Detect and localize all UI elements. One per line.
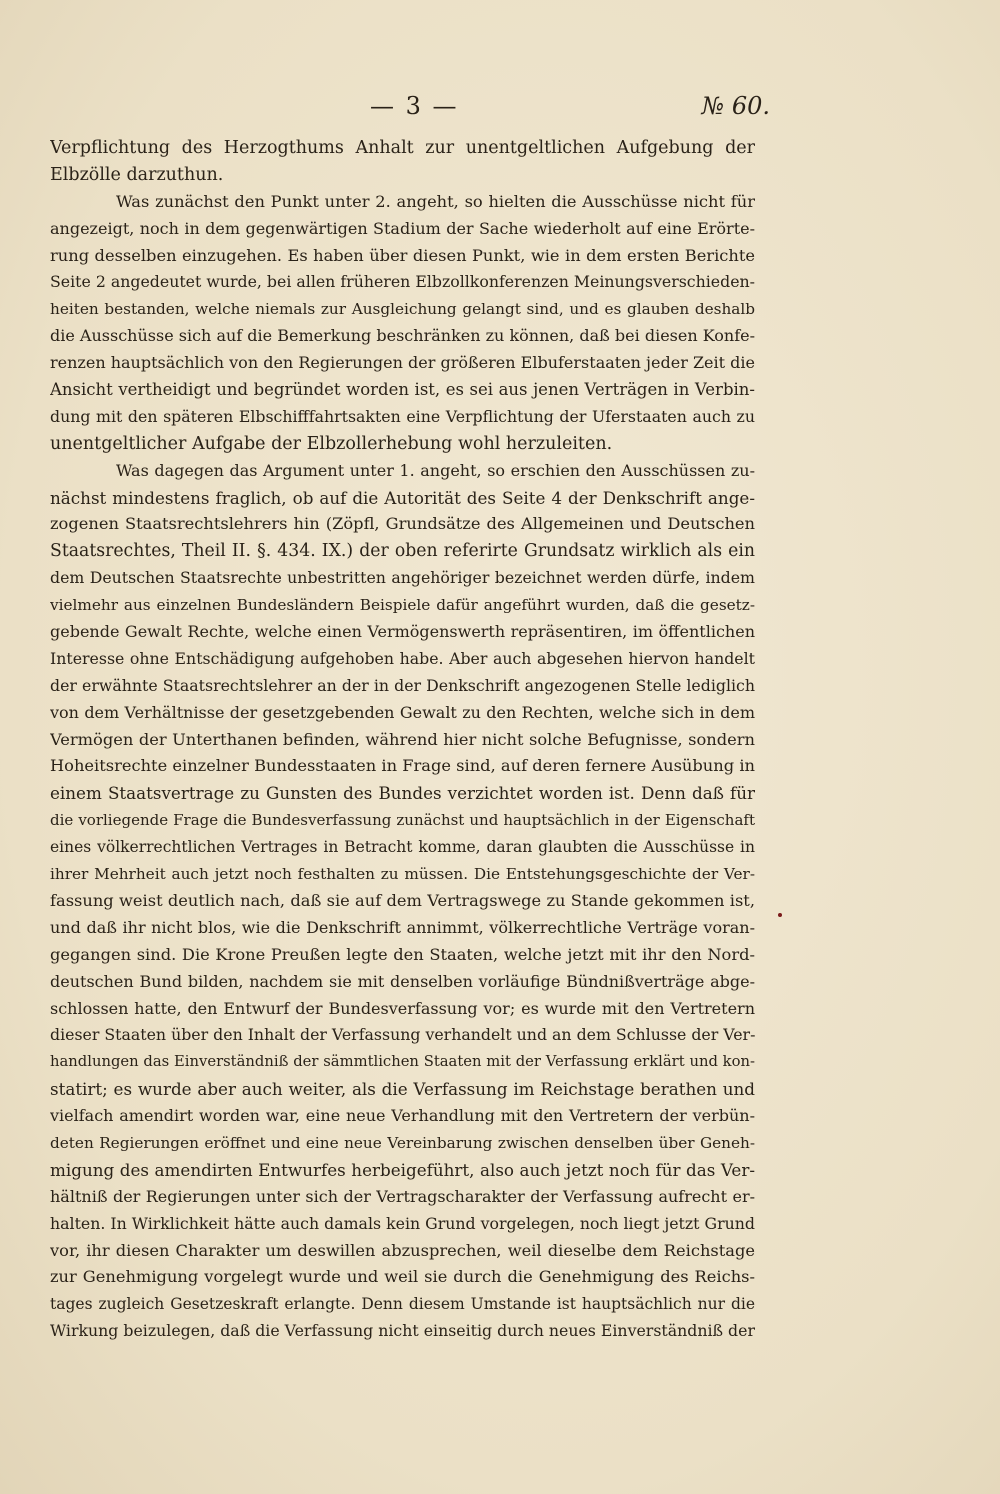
text-line: vielmehr aus einzelnen Bundesländern Beispiele dafür angeführt wurden, daß die gesetz- — [50, 596, 755, 615]
text-line: ihrer Mehrheit auch jetzt noch festhalten zu müssen. Die Entstehungsgeschichte der Ver- — [50, 865, 755, 884]
text-line: dung mit den späteren Elbschifffahrtsakten eine Verpflichtung der Uferstaaten auch zu — [50, 406, 755, 426]
text-line: eines völkerrechtlichen Vertrages in Betracht komme, daran glaubten die Ausschüsse in — [50, 838, 755, 857]
text-line: halten. In Wirklichkeit hätte auch damals kein Grund vorgelegen, noch liegt jetzt Grund — [50, 1213, 755, 1233]
page-number: — 3 — — [370, 92, 459, 120]
text-line: dieser Staaten über den Inhalt der Verfassung verhandelt und an dem Schlusse der Ver- — [50, 1025, 755, 1045]
text-line: deutschen Bund bilden, nachdem sie mit denselben vorläufige Bündnißverträge abge- — [50, 971, 755, 991]
text-line: Interesse ohne Entschädigung aufgehoben habe. Aber auch abgesehen hiervon handelt — [50, 648, 755, 668]
text-line: vor, ihr diesen Charakter um deswillen abzusprechen, weil dieselbe dem Reichstage — [50, 1240, 755, 1260]
text-line: schlossen hatte, den Entwurf der Bundesverfassung vor; es wurde mit den Vertretern — [50, 998, 755, 1018]
text-line: Ansicht vertheidigt und begründet worden ist, es sei aus jenen Verträgen in Verbin- — [50, 380, 755, 400]
text-line: Staatsrechtes, Theil II. §. 434. IX.) der oben referirte Grundsatz wirklich als ein — [50, 541, 755, 562]
paragraph-start-line: Was zunächst den Punkt unter 2. angeht, so hielten die Ausschüsse nicht für — [116, 191, 755, 211]
text-line: Hoheitsrechte einzelner Bundesstaaten in Frage sind, auf deren fernere Ausübung in — [50, 756, 755, 776]
paragraph-start-line: Was dagegen das Argument unter 1. angeht, so erschien den Ausschüssen zu- — [116, 460, 755, 480]
document-number: № 60. — [701, 92, 770, 120]
text-line: migung des amendirten Entwurfes herbeigeführt, also auch jetzt noch für das Ver- — [50, 1159, 755, 1180]
text-line: der erwähnte Staatsrechtslehrer an der in der Denkschrift angezogenen Stelle lediglich — [50, 675, 755, 695]
text-line: rung desselben einzugehen. Es haben über diesen Punkt, wie in dem ersten Berichte — [50, 245, 755, 265]
text-line: von dem Verhältnisse der gesetzgebenden Gewalt zu den Rechten, welche sich in dem — [50, 702, 755, 722]
text-line: dem Deutschen Staatsrechte unbestritten angehöriger bezeichnet werden dürfe, indem — [50, 568, 755, 588]
text-line: Vermögen der Unterthanen befinden, während hier nicht solche Befugnisse, sondern — [50, 729, 755, 749]
text-line: angezeigt, noch in dem gegenwärtigen Stadium der Sache wiederholt auf eine Erörte- — [50, 218, 755, 238]
text-line: nächst mindestens fraglich, ob auf die Autorität des Seite 4 der Denkschrift ange- — [50, 487, 755, 508]
text-line: renzen hauptsächlich von den Regierungen der größeren Elbuferstaaten jeder Zeit die — [50, 353, 755, 373]
body-text — [50, 135, 755, 1345]
text-line: gegangen sind. Die Krone Preußen legte den Staaten, welche jetzt mit ihr den Nord- — [50, 944, 755, 964]
text-line: unentgeltlicher Aufgabe der Elbzollerhebung wohl herzuleiten. — [50, 433, 613, 454]
text-line: fassung weist deutlich nach, daß sie auf dem Vertragswege zu Stande gekommen ist, — [50, 890, 755, 910]
text-line: die Ausschüsse sich auf die Bemerkung beschränken zu können, daß bei diesen Konfe- — [50, 326, 755, 346]
text-line: Seite 2 angedeutet wurde, bei allen früheren Elbzollkonferenzen Meinungsverschieden- — [50, 272, 755, 292]
text-line: zogenen Staatsrechtslehrers hin (Zöpfl, Grundsätze des Allgemeinen und Deutschen — [50, 514, 755, 534]
text-line: hältniß der Regierungen unter sich der Vertragscharakter der Verfassung aufrecht er- — [50, 1186, 755, 1206]
text-line: tages zugleich Gesetzeskraft erlangte. Denn diesem Umstande ist hauptsächlich nur die — [50, 1295, 755, 1314]
text-line: Verpflichtung des Herzogthums Anhalt zur unentgeltlichen Aufgebung der — [50, 138, 755, 158]
text-line: vielfach amendirt worden war, eine neue Verhandlung mit den Vertretern der verbün- — [50, 1106, 755, 1126]
text-line: Wirkung beizulegen, daß die Verfassung nicht einseitig durch neues Einverständniß der — [50, 1321, 755, 1341]
text-line: gebende Gewalt Rechte, welche einen Vermögenswerth repräsentiren, im öffentlichen — [50, 622, 755, 642]
text-line: deten Regierungen eröffnet und eine neue Vereinbarung zwischen denselben über Geneh- — [50, 1133, 755, 1152]
text-line: und daß ihr nicht blos, wie die Denkschrift annimmt, völkerrechtliche Verträge voran- — [50, 917, 755, 937]
text-line: einem Staatsvertrage zu Gunsten des Bundes verzichtet worden ist. Denn daß für — [50, 783, 755, 804]
ink-speck — [778, 913, 782, 917]
text-line: heiten bestanden, welche niemals zur Ausgleichung gelangt sind, und es glauben deshalb — [50, 300, 755, 319]
text-line: statirt; es wurde aber auch weiter, als die Verfassung im Reichstage berathen und — [50, 1079, 755, 1100]
page-header — [50, 92, 770, 122]
text-line: Elbzölle darzuthun. — [50, 164, 224, 185]
text-line: zur Genehmigung vorgelegt wurde und weil sie durch die Genehmigung des Reichs- — [50, 1267, 755, 1287]
text-line: handlungen das Einverständniß der sämmtlichen Staaten mit der Verfassung erklärt und kon- — [50, 1053, 755, 1071]
text-line: die vorliegende Frage die Bundesverfassung zunächst und hauptsächlich in der Eigenschaft — [50, 811, 755, 830]
